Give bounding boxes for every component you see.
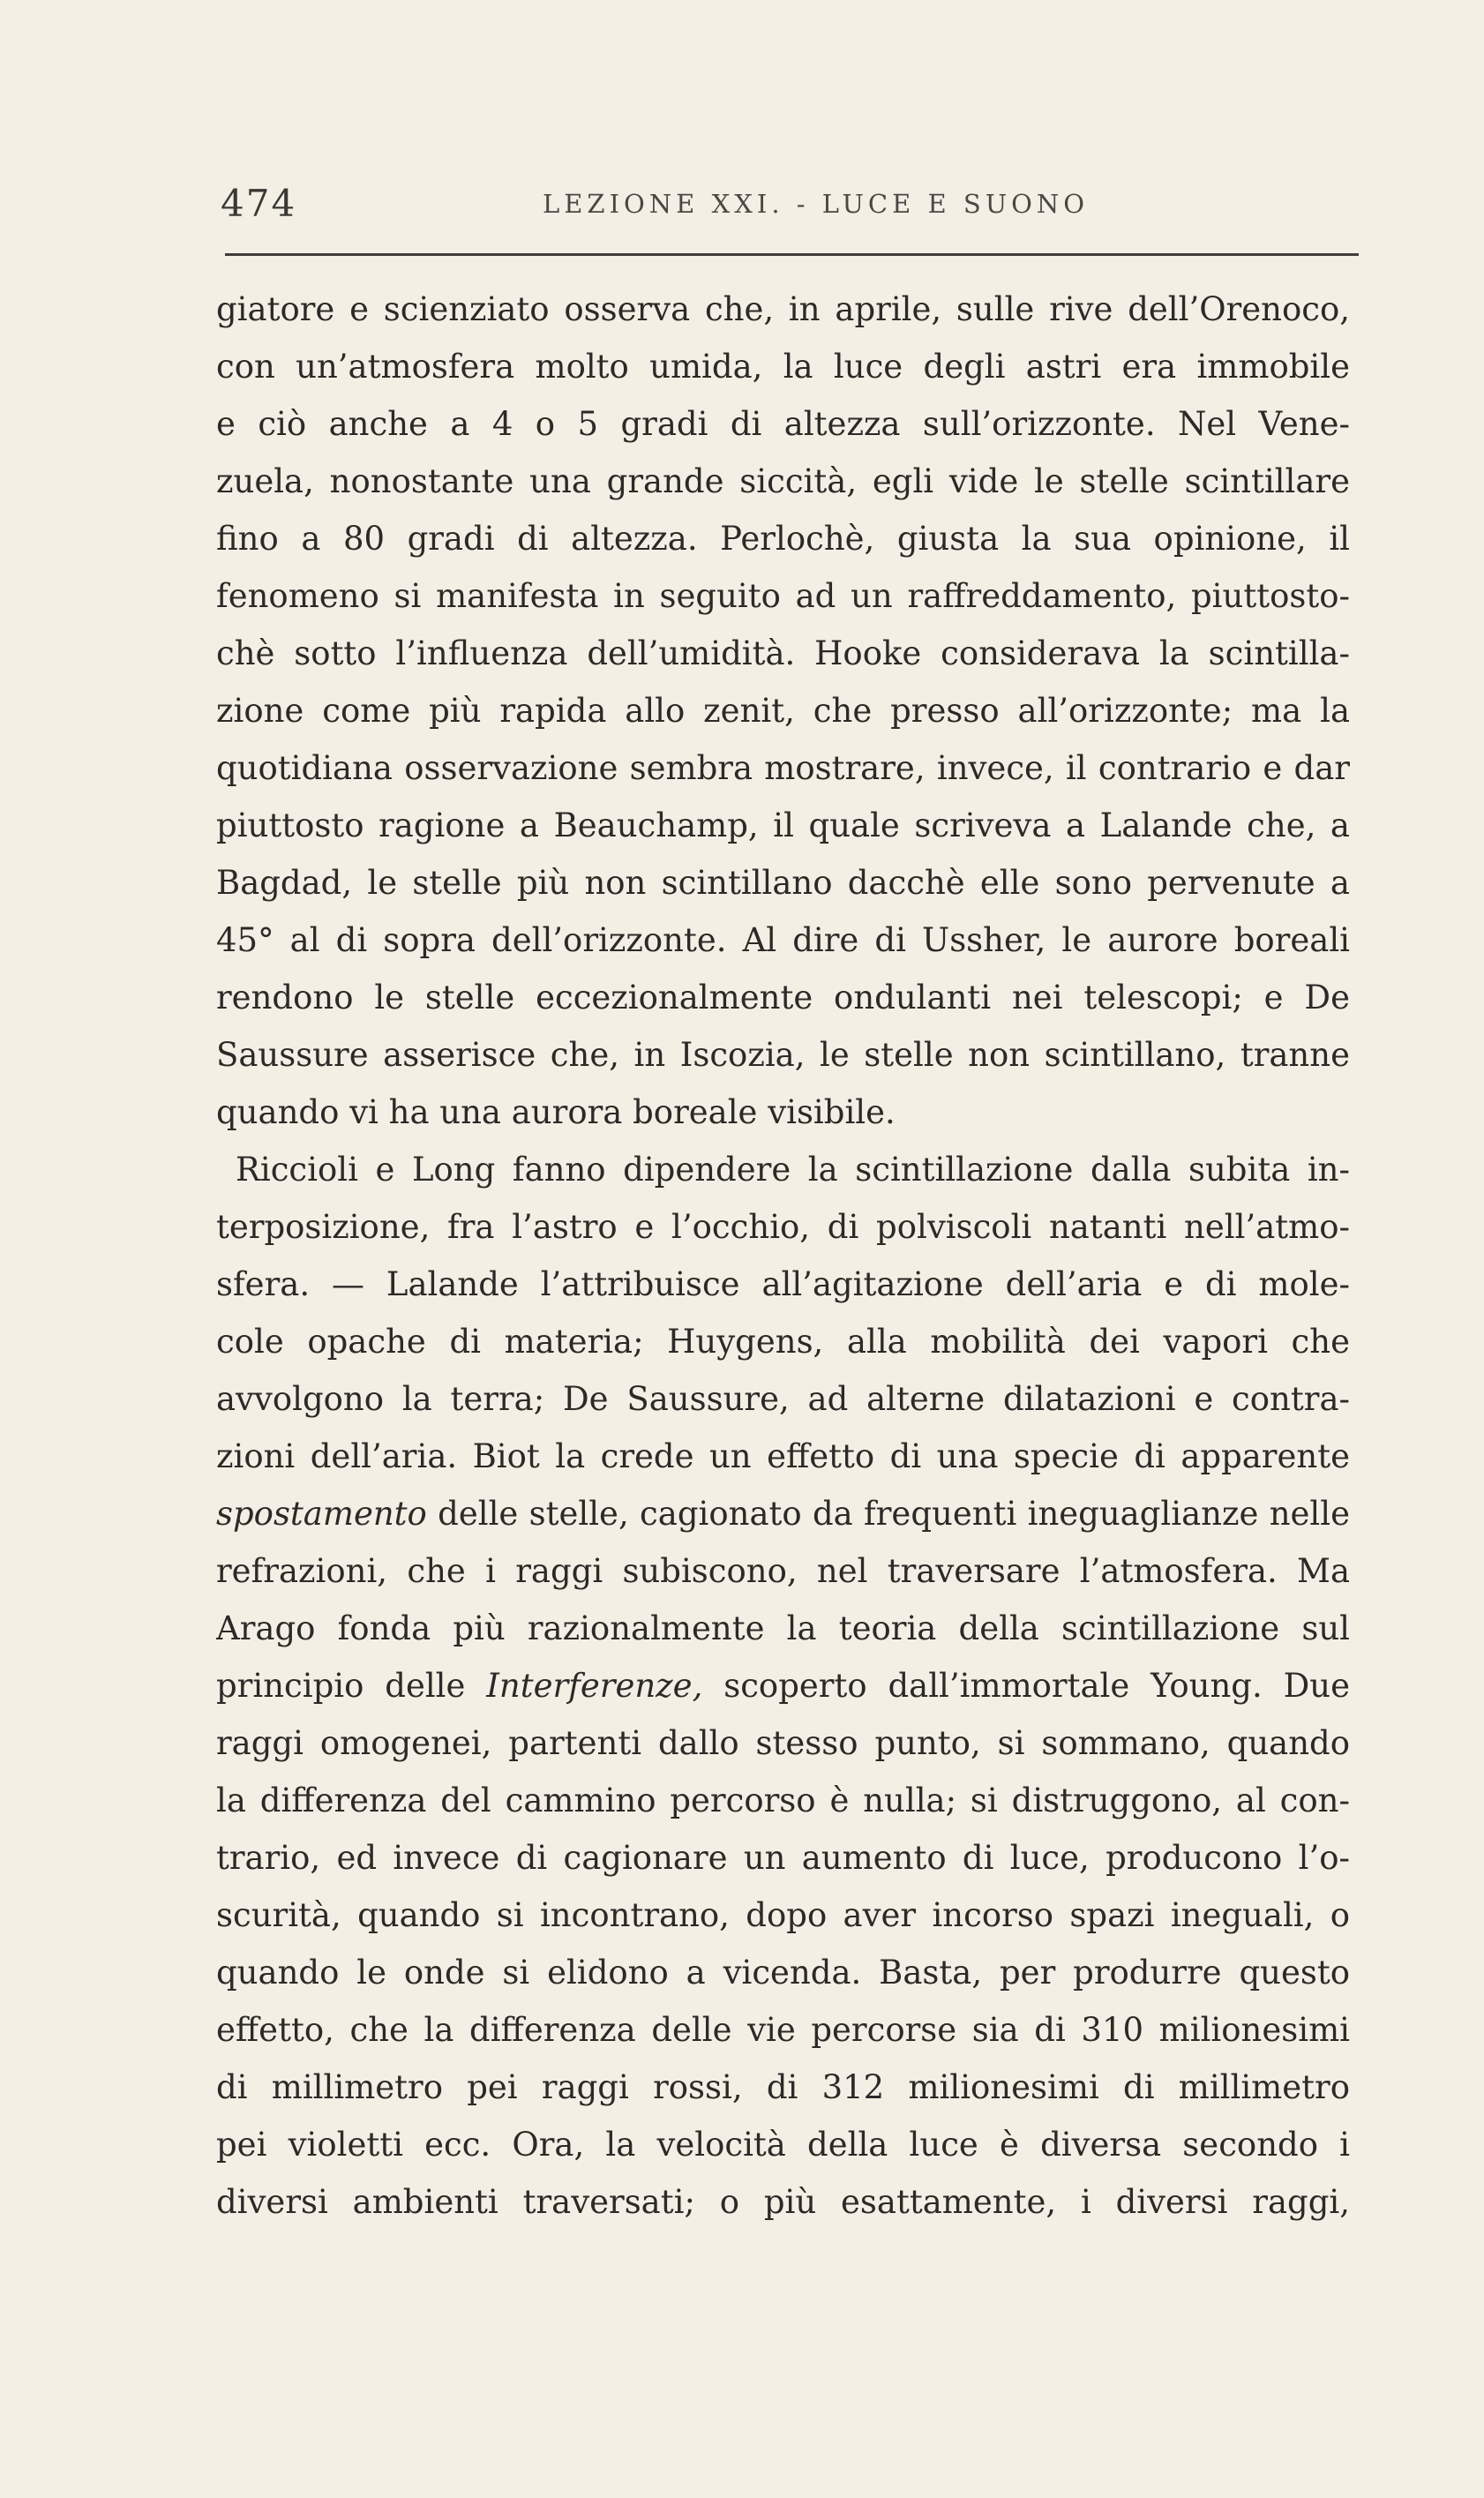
text-line (216, 1485, 1350, 1542)
text-line: quando le onde si elidono a vicenda. Basta, per produrre questo (216, 1954, 1350, 1992)
text-line: con un’atmosfera molto umida, la luce degli astri era immobile (216, 348, 1350, 386)
page-header (221, 182, 1359, 235)
text-line: Saussure asserisce che, in Iscozia, le stelle non scintillano, tranne (216, 1036, 1350, 1074)
italic-term: spostamento (216, 1495, 427, 1533)
text-line: sfera. — Lalande l’attribuisce all’agitazione dell’aria e di mole- (216, 1265, 1350, 1303)
text-line: fenomeno si manifesta in seguito ad un raffreddamento, piuttosto- (216, 577, 1350, 615)
text-line: raggi omogenei, partenti dallo stesso punto, si sommano, quando (216, 1724, 1350, 1762)
text-line (216, 1657, 1350, 1714)
body-text (216, 281, 1350, 2231)
header-rule (225, 253, 1359, 256)
text-segment: principio delle (216, 1667, 487, 1705)
text-line: Riccioli e Long fanno dipendere la scintillazione dalla subita in- (236, 1151, 1350, 1189)
text-line: avvolgono la terra; De Saussure, ad alterne dilatazioni e contra- (216, 1380, 1350, 1418)
text-line: chè sotto l’influenza dell’umidità. Hooke considerava la scintilla- (216, 634, 1350, 672)
text-line: giatore e scienziato osserva che, in aprile, sulle rive dell’Orenoco, (216, 290, 1350, 328)
text-line: trario, ed invece di cagionare un aumento di luce, producono l’o- (216, 1839, 1350, 1877)
text-line: piuttosto ragione a Beauchamp, il quale scriveva a Lalande che, a (216, 806, 1350, 844)
text-line: terposizione, fra l’astro e l’occhio, di polviscoli natanti nell’atmo- (216, 1208, 1350, 1246)
text-line: quotidiana osservazione sembra mostrare, invece, il contrario e dar (216, 749, 1350, 787)
text-line: refrazioni, che i raggi subiscono, nel traversare l’atmosfera. Ma (216, 1552, 1350, 1590)
text-line: Bagdad, le stelle più non scintillano dacchè elle sono pervenute a (216, 864, 1350, 902)
text-line: zioni dell’aria. Biot la crede un effetto di una specie di apparente (216, 1437, 1350, 1475)
text-segment: delle stelle, cagionato da frequenti ineguaglianze nelle (426, 1495, 1350, 1533)
text-line: quando vi ha una aurora boreale visibile. (216, 1093, 896, 1131)
page-number: 474 (221, 182, 297, 225)
running-head: LEZIONE XXI. - LUCE E SUONO (543, 189, 1090, 219)
text-line: effetto, che la differenza delle vie percorse sia di 310 milionesimi (216, 2011, 1350, 2049)
text-line: cole opache di materia; Huygens, alla mobilità dei vapori che (216, 1323, 1350, 1361)
text-line: la differenza del cammino percorso è nulla; si distruggono, al con- (216, 1782, 1350, 1819)
text-line: fino a 80 gradi di altezza. Perlochè, giusta la sua opinione, il (216, 520, 1350, 558)
text-line: zuela, nonostante una grande siccità, egli vide le stelle scintillare (216, 462, 1350, 500)
text-line: Arago fonda più razionalmente la teoria della scintillazione sul (216, 1609, 1350, 1647)
italic-term: Interferenze, (486, 1667, 703, 1705)
text-segment: scoperto dall’immortale Young. Due (702, 1667, 1350, 1705)
text-line: scurità, quando si incontrano, dopo aver incorso spazi ineguali, o (216, 1896, 1350, 1934)
text-line: pei violetti ecc. Ora, la velocità della luce è diversa secondo i (216, 2126, 1350, 2164)
text-line: 45° al di sopra dell’orizzonte. Al dire di Ussher, le aurore boreali (216, 921, 1350, 959)
text-line: e ciò anche a 4 o 5 gradi di altezza sull’orizzonte. Nel Vene- (216, 405, 1350, 443)
text-line: rendono le stelle eccezionalmente ondulanti nei telescopi; e De (216, 979, 1350, 1016)
text-line: diversi ambienti traversati; o più esattamente, i diversi raggi, (216, 2183, 1350, 2221)
text-line: zione come più rapida allo zenit, che presso all’orizzonte; ma la (216, 692, 1350, 730)
text-line: di millimetro pei raggi rossi, di 312 milionesimi di millimetro (216, 2068, 1350, 2106)
